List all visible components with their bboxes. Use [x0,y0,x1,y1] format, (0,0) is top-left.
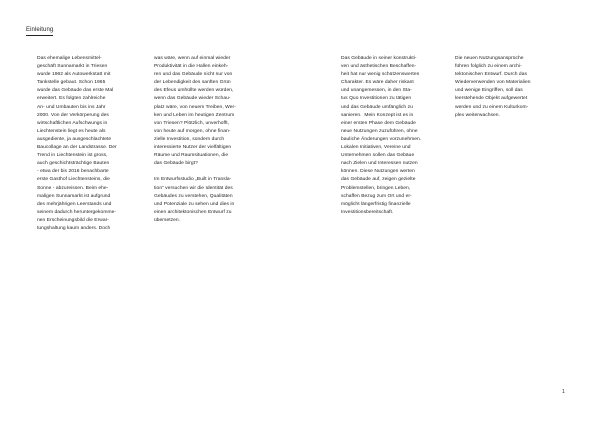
paragraph: Das Gebäude in seiner konstrukti- ven und ästhetischen Beschaffen- heit hat nur wenig schützenswerten Charakter. Es wäre daher riskant und unangemessen, in den Sta- tus Quo Investitionen zu tätigen und das Gebäude umfänglich zu sanieren. Mein Konzept ist es in einer ersten Phase dem Gebäude neue Nutzungen zuzuführen, ohne bauliche Änderungen vorzunehmen. Lokalen Initiativen, Vereine und Unternehmen sollen das Gebäue nach Zielen und Interessen nutzen können. Diese Nutzungen werten das Gebäude auf, zeigen gezielte Problemstellen, bringen Leben, schaffen Bezug zum Ort und er- möglicht längerfristig finanzielle Investitionsbereitschaft. [341,56,422,215]
section-heading: Einleitung [26,26,53,36]
page-number: 1 [562,389,565,395]
paragraph: Die neuen Nutzungsansprüche führen folglich zu einem archi- tektonischen Entwurf. Durch das Wiederverwenden von Materialien und wenige Eingriffen, soll das leerstehende Objekt aufgewertet werden und zu einem Kulturkom- plex weiterwachsen. [455,56,531,118]
paragraph: Im Entwurfsstudio „Built in Transla- tion“ versuchen wir die Identität des Gebäudes zu verstehen, Qualitäten und Potenziale zu sehen und dies in einen architektonischen Entwurf zu übersetzen. [154,177,235,223]
text-column-3 [341,55,453,217]
text-column-2 [154,55,266,225]
paragraph: Das ehemalige Lebensmittel- geschäft Sunnamarkt in Triesen wurde 1962 als Autowerkstatt mit Tankstelle gebaut. Schon 1965 wurde das Gebäude das erste Mal erweitert. Es folgten zahlreiche An- und Umbauten bis ins Jahr 2000. Von der Verkörperung des wirtschaftlichen Aufschwungs in Liechtenstein liegt es heute als ausgediente, ja ausgeschlachtete Baucollage an der Landstrasse. Der Trend in Liechtenstein ist gross, auch geschichtsträchtige Bauten - etwa der bis 2016 benachbarte erste Gasthof Liechtensteins, die Sonne - abzureissen. Beim ehe- maligen Sunnamarkt ist aufgrund des mehrjährigen Leerstands und seinem dadurch heruntergekomme- nen Erscheinungsbild die Erwar- tungshaltung kaum anders. Doch [37,56,117,231]
paragraph: was wäre, wenn auf einmal wieder Produktivität in die Hallen einkeh- ren und das Gebäude nicht nur von der Lebendigkeit des sanften Grün des Efeus umhüllte werden würden, wenn das Gebäude wieder Schau- platz wäre, von neuem Treiben, Wer- ken und Leben im heutigen Zentrum von Triesen? Plötzlich, unverhofft, von heute auf morgen, ohne finan- zielle Investition, sondern durch interessierte Nutzer der vielfältigen Räume und Raumsituationen, die das Gebäude birgt? [154,56,236,167]
text-column-4 [455,55,567,120]
text-column-1 [37,55,149,233]
